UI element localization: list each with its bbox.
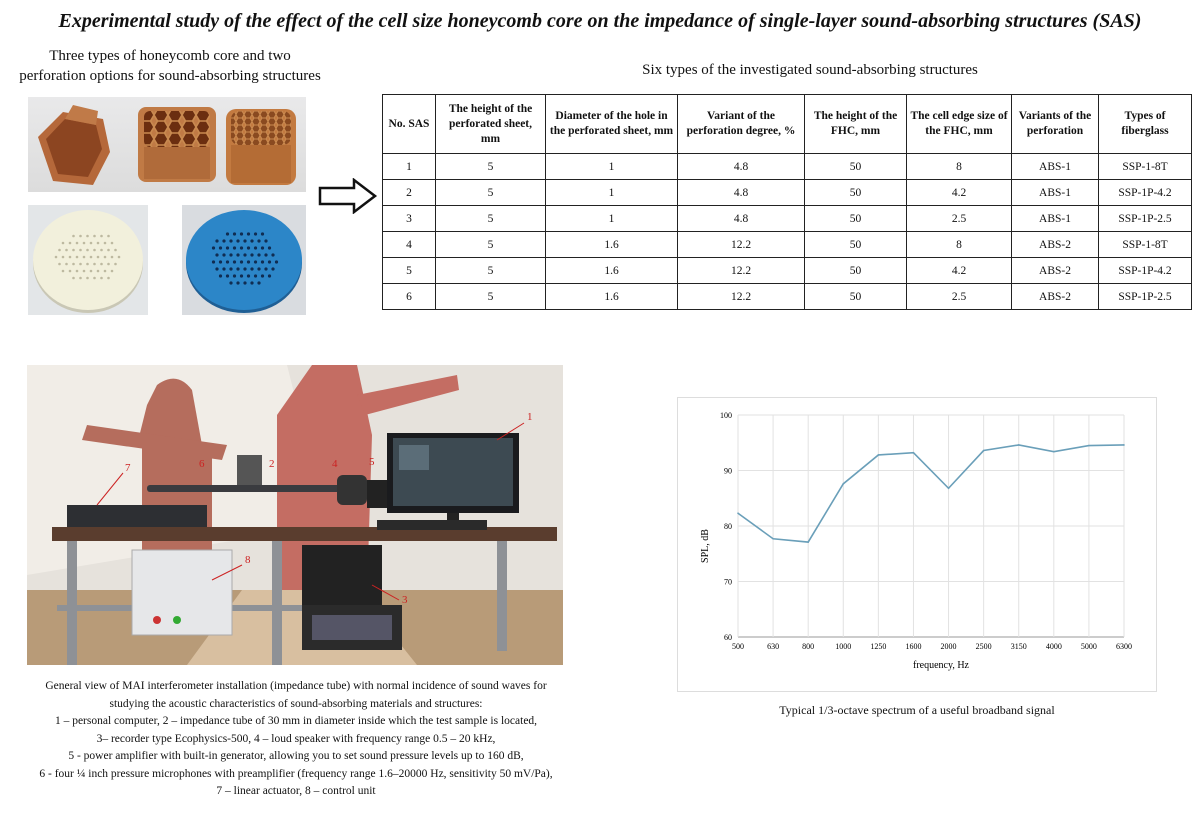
photos-caption — [10, 46, 330, 86]
cell-perforation-variant: ABS-1 — [1012, 180, 1099, 206]
header-hole-diameter: Diameter of the hole in the perforated sheet, mm — [546, 95, 678, 154]
perforation-hole — [58, 249, 61, 252]
cell-fiberglass-type: SSP-1P-2.5 — [1099, 206, 1192, 232]
y-axis-label: SPL, dB — [700, 529, 711, 563]
perforation-hole — [268, 246, 271, 249]
lab-description-line-4: 3– recorder type Ecophysics-500, 4 – loud speaker with frequency range 0.5 – 20 kHz, — [96, 732, 496, 745]
perforation-hole — [254, 274, 257, 277]
spl-data-point — [983, 450, 985, 452]
cell-perforation-degree: 12.2 — [678, 232, 805, 258]
perforation-hole — [104, 242, 107, 245]
table-row — [383, 258, 1192, 284]
blue-perforated-plate-photo — [182, 205, 306, 315]
perforation-hole — [271, 253, 274, 256]
perforation-hole — [107, 277, 110, 280]
header-cell-edge-size: The cell edge size of the FHC, mm — [907, 95, 1012, 154]
perforation-hole — [264, 253, 267, 256]
y-tick-label: 90 — [724, 466, 732, 476]
x-tick-label: 2500 — [975, 642, 992, 651]
lab-label-3: 3 — [402, 594, 408, 606]
perforation-hole — [107, 249, 110, 252]
header-fiberglass-type: Types of fiberglass — [1099, 95, 1192, 154]
perforation-hole — [236, 281, 239, 284]
perforation-hole — [79, 249, 82, 252]
perforation-hole — [222, 239, 225, 242]
cell-no-sas: 5 — [383, 258, 436, 284]
perforation-hole — [261, 274, 264, 277]
perforation-hole — [268, 274, 271, 277]
header-sheet-height: The height of the perforated sheet, mm — [436, 95, 546, 154]
cell-hole-diameter: 1.6 — [546, 284, 678, 310]
cell-hole-diameter: 1.6 — [546, 232, 678, 258]
perforation-hole — [219, 246, 222, 249]
perforation-hole — [271, 267, 274, 270]
perforation-hole — [254, 260, 257, 263]
perforation-hole — [111, 256, 114, 259]
perforation-hole — [79, 277, 82, 280]
perforation-hole — [90, 242, 93, 245]
cell-sheet-height: 5 — [436, 180, 546, 206]
perforation-hole — [93, 277, 96, 280]
y-tick-label: 70 — [724, 577, 732, 587]
perforation-hole — [264, 267, 267, 270]
perforation-hole — [69, 242, 72, 245]
perforation-hole — [226, 246, 229, 249]
perforation-hole — [229, 281, 232, 284]
cell-fhc-height: 50 — [805, 284, 907, 310]
perforation-hole — [93, 235, 96, 238]
x-tick-label: 1250 — [870, 642, 887, 651]
perforation-hole — [86, 235, 89, 238]
perforation-hole — [86, 263, 89, 266]
perforation-hole — [86, 277, 89, 280]
perforation-hole — [226, 260, 229, 263]
lab-installation-photo — [27, 365, 563, 665]
perforation-hole — [261, 260, 264, 263]
perforation-hole — [247, 260, 250, 263]
sas-types-table — [382, 94, 1192, 310]
spl-data-point — [1123, 444, 1125, 446]
perforation-hole — [100, 277, 103, 280]
x-tick-label: 800 — [802, 642, 815, 651]
perforation-hole — [62, 256, 65, 259]
spl-data-point — [948, 487, 950, 489]
lab-label-8: 8 — [245, 554, 251, 566]
cell-perforation-degree: 4.8 — [678, 206, 805, 232]
cell-fhc-height: 50 — [805, 258, 907, 284]
perforation-hole — [268, 260, 271, 263]
spl-data-point — [913, 452, 915, 454]
perforation-hole — [247, 246, 250, 249]
perforation-hole — [93, 249, 96, 252]
perforation-hole — [247, 274, 250, 277]
perforation-hole — [243, 267, 246, 270]
perforation-hole — [215, 239, 218, 242]
perforation-hole — [236, 253, 239, 256]
perforation-hole — [90, 270, 93, 273]
cell-hole-diameter: 1 — [546, 180, 678, 206]
perforation-hole — [229, 253, 232, 256]
perforation-hole — [76, 270, 79, 273]
photos-caption-line-2: perforation options for sound-absorbing structures — [19, 68, 321, 84]
lab-label-6: 6 — [199, 458, 205, 470]
lab-description — [10, 678, 582, 801]
cell-hole-diameter: 1 — [546, 154, 678, 180]
cell-fhc-height: 50 — [805, 206, 907, 232]
table-row — [383, 232, 1192, 258]
header-no-sas: No. SAS — [383, 95, 436, 154]
honeycomb-illustration — [28, 97, 306, 192]
perforation-hole — [243, 281, 246, 284]
perforation-hole — [69, 256, 72, 259]
perforation-hole — [107, 263, 110, 266]
cell-sheet-height: 5 — [436, 258, 546, 284]
x-tick-label: 3150 — [1010, 642, 1027, 651]
perforation-hole — [114, 249, 117, 252]
perforation-hole — [261, 232, 264, 235]
cell-sheet-height: 5 — [436, 154, 546, 180]
perforation-hole — [229, 267, 232, 270]
perforation-hole — [215, 253, 218, 256]
spl-data-point — [842, 483, 844, 485]
x-tick-label: 2000 — [940, 642, 957, 651]
cell-fiberglass-type: SSP-1-8T — [1099, 232, 1192, 258]
perforation-hole — [261, 246, 264, 249]
spl-data-point — [737, 512, 739, 514]
perforation-hole — [236, 239, 239, 242]
perforation-hole — [83, 256, 86, 259]
perforation-hole — [97, 256, 100, 259]
y-tick-label: 60 — [724, 633, 732, 642]
cell-perforation-variant: ABS-2 — [1012, 284, 1099, 310]
perforation-hole — [240, 274, 243, 277]
perforation-hole — [250, 239, 253, 242]
perforation-hole — [97, 242, 100, 245]
honeycomb-core-photo — [28, 97, 306, 192]
table-caption: Six types of the investigated sound-absorbing structures — [642, 62, 978, 78]
spectrum-chart — [677, 397, 1157, 692]
perforation-hole — [72, 277, 75, 280]
lab-label-4: 4 — [332, 458, 338, 470]
perforation-hole — [100, 235, 103, 238]
lab-description-line-5: 5 - power amplifier with built-in generator, allowing you to set sound pressure levels up to 160 dB, — [68, 750, 524, 762]
perforation-hole — [72, 249, 75, 252]
perforation-hole — [86, 249, 89, 252]
cell-no-sas: 6 — [383, 284, 436, 310]
perforation-hole — [65, 249, 68, 252]
spl-data-point — [772, 538, 774, 540]
lab-description-line-3: 1 – personal computer, 2 – impedance tube of 30 mm in diameter inside which the test sample is located, — [54, 715, 538, 727]
spectrum-chart-svg — [678, 398, 1156, 691]
cell-no-sas: 1 — [383, 154, 436, 180]
perforation-hole — [243, 253, 246, 256]
perforation-hole — [97, 270, 100, 273]
cell-perforation-degree: 12.2 — [678, 284, 805, 310]
perforation-hole — [264, 239, 267, 242]
cell-perforation-degree: 4.8 — [678, 180, 805, 206]
perforation-hole — [257, 253, 260, 256]
chart-caption: Typical 1/3-octave spectrum of a useful broadband signal — [779, 703, 1055, 717]
x-axis-label: frequency, Hz — [913, 660, 969, 671]
cell-sheet-height: 5 — [436, 284, 546, 310]
perforation-hole — [79, 235, 82, 238]
y-tick-label: 80 — [724, 522, 732, 531]
perforation-hole — [257, 239, 260, 242]
perforation-hole — [114, 263, 117, 266]
x-tick-label: 1600 — [905, 642, 922, 651]
cell-fiberglass-type: SSP-1-8T — [1099, 154, 1192, 180]
perforation-hole — [111, 242, 114, 245]
cell-hole-diameter: 1 — [546, 206, 678, 232]
perforation-hole — [240, 246, 243, 249]
cell-perforation-degree: 12.2 — [678, 258, 805, 284]
perforation-hole — [257, 281, 260, 284]
perforation-hole — [65, 263, 68, 266]
perforation-hole — [233, 274, 236, 277]
x-tick-label: 630 — [767, 642, 780, 651]
lab-description-line-6: 6 - four ¼ inch pressure microphones with preamplifier (frequency range 1.6–20000 Hz, sensitivity 50 mV/Pa), — [39, 767, 553, 780]
lab-label-2: 2 — [269, 458, 275, 470]
cell-fhc-height: 50 — [805, 232, 907, 258]
perforation-hole — [69, 270, 72, 273]
lab-description-line-7: 7 – linear actuator, 8 – control unit — [216, 785, 376, 797]
perforation-hole — [222, 267, 225, 270]
perforation-hole — [62, 242, 65, 245]
perforation-hole — [250, 253, 253, 256]
cell-no-sas: 2 — [383, 180, 436, 206]
perforation-hole — [212, 246, 215, 249]
x-tick-label: 1000 — [835, 642, 852, 651]
perforation-hole — [254, 246, 257, 249]
perforation-hole — [212, 260, 215, 263]
perforation-hole — [226, 274, 229, 277]
perforation-hole — [100, 263, 103, 266]
perforation-hole — [58, 263, 61, 266]
perforation-hole — [118, 256, 121, 259]
cell-cell-edge-size: 2.5 — [907, 206, 1012, 232]
perforation-hole — [72, 235, 75, 238]
perforation-hole — [93, 263, 96, 266]
cell-fhc-height: 50 — [805, 154, 907, 180]
y-tick-label: 100 — [720, 411, 732, 420]
perforation-hole — [240, 232, 243, 235]
right-arrow-icon — [318, 178, 378, 214]
spl-series-line — [738, 445, 1124, 542]
perforation-hole — [55, 256, 58, 259]
header-perforation-variant: Variants of the perforation — [1012, 95, 1099, 154]
cell-cell-edge-size: 2.5 — [907, 284, 1012, 310]
cell-sheet-height: 5 — [436, 206, 546, 232]
cell-fiberglass-type: SSP-1P-4.2 — [1099, 258, 1192, 284]
cell-perforation-variant: ABS-1 — [1012, 154, 1099, 180]
perforation-hole — [111, 270, 114, 273]
table-row — [383, 206, 1192, 232]
perforation-hole — [107, 235, 110, 238]
blue-plate-illustration — [182, 205, 306, 315]
perforation-hole — [79, 263, 82, 266]
spl-data-point — [1088, 445, 1090, 447]
header-fhc-height: The height of the FHC, mm — [805, 95, 907, 154]
perforation-hole — [222, 253, 225, 256]
perforation-hole — [219, 274, 222, 277]
perforation-hole — [233, 260, 236, 263]
table-header-row — [383, 95, 1192, 154]
cell-cell-edge-size: 4.2 — [907, 258, 1012, 284]
spl-data-point — [1018, 444, 1020, 446]
perforation-hole — [100, 249, 103, 252]
cell-cell-edge-size: 8 — [907, 232, 1012, 258]
perforation-hole — [257, 267, 260, 270]
perforation-hole — [240, 260, 243, 263]
perforation-hole — [219, 260, 222, 263]
table-row — [383, 180, 1192, 206]
perforation-hole — [226, 232, 229, 235]
perforation-hole — [250, 281, 253, 284]
spl-data-point — [807, 541, 809, 543]
perforation-hole — [233, 246, 236, 249]
perforation-hole — [254, 232, 257, 235]
x-tick-label: 4000 — [1045, 642, 1062, 651]
perforation-hole — [229, 239, 232, 242]
cell-fiberglass-type: SSP-1P-4.2 — [1099, 180, 1192, 206]
table-row — [383, 284, 1192, 310]
spl-data-point — [1053, 451, 1055, 453]
lab-installation-illustration — [27, 365, 563, 665]
lab-label-7: 7 — [125, 462, 131, 474]
page-title: Experimental study of the effect of the cell size honeycomb core on the impedance of single-layer sound-absorbing structures (SAS) — [58, 10, 1142, 32]
x-tick-label: 5000 — [1080, 642, 1097, 651]
cell-fiberglass-type: SSP-1P-2.5 — [1099, 284, 1192, 310]
cell-cell-edge-size: 4.2 — [907, 180, 1012, 206]
cell-perforation-variant: ABS-1 — [1012, 206, 1099, 232]
perforation-hole — [76, 256, 79, 259]
perforation-hole — [233, 232, 236, 235]
perforation-hole — [236, 267, 239, 270]
perforation-hole — [83, 242, 86, 245]
cell-fhc-height: 50 — [805, 180, 907, 206]
photos-caption-line-1: Three types of honeycomb core and two — [49, 48, 291, 64]
cell-hole-diameter: 1.6 — [546, 258, 678, 284]
spl-data-point — [878, 454, 880, 456]
x-tick-label: 500 — [732, 642, 744, 651]
lab-description-line-2: studying the acoustic characteristics of sound-absorbing materials and structures: — [109, 697, 483, 710]
perforation-hole — [104, 270, 107, 273]
cell-no-sas: 4 — [383, 232, 436, 258]
cell-cell-edge-size: 8 — [907, 154, 1012, 180]
perforation-hole — [215, 267, 218, 270]
perforation-hole — [90, 256, 93, 259]
perforation-hole — [275, 260, 278, 263]
cell-sheet-height: 5 — [436, 232, 546, 258]
lab-label-1: 1 — [527, 411, 533, 423]
cell-perforation-variant: ABS-2 — [1012, 232, 1099, 258]
lab-label-5: 5 — [369, 456, 375, 468]
cell-no-sas: 3 — [383, 206, 436, 232]
lab-description-line-1: General view of MAI interferometer installation (impedance tube) with normal incidence of sound waves for — [45, 680, 547, 692]
table-row — [383, 154, 1192, 180]
perforation-hole — [72, 263, 75, 266]
perforation-hole — [250, 267, 253, 270]
perforation-hole — [247, 232, 250, 235]
header-perforation-degree: Variant of the perforation degree, % — [678, 95, 805, 154]
perforation-hole — [243, 239, 246, 242]
cell-perforation-degree: 4.8 — [678, 154, 805, 180]
white-plate-illustration — [28, 205, 148, 315]
perforation-hole — [76, 242, 79, 245]
perforation-hole — [104, 256, 107, 259]
x-tick-label: 6300 — [1116, 642, 1132, 651]
perforation-hole — [83, 270, 86, 273]
cell-perforation-variant: ABS-2 — [1012, 258, 1099, 284]
white-perforated-plate-photo — [28, 205, 148, 315]
perforation-hole — [62, 270, 65, 273]
